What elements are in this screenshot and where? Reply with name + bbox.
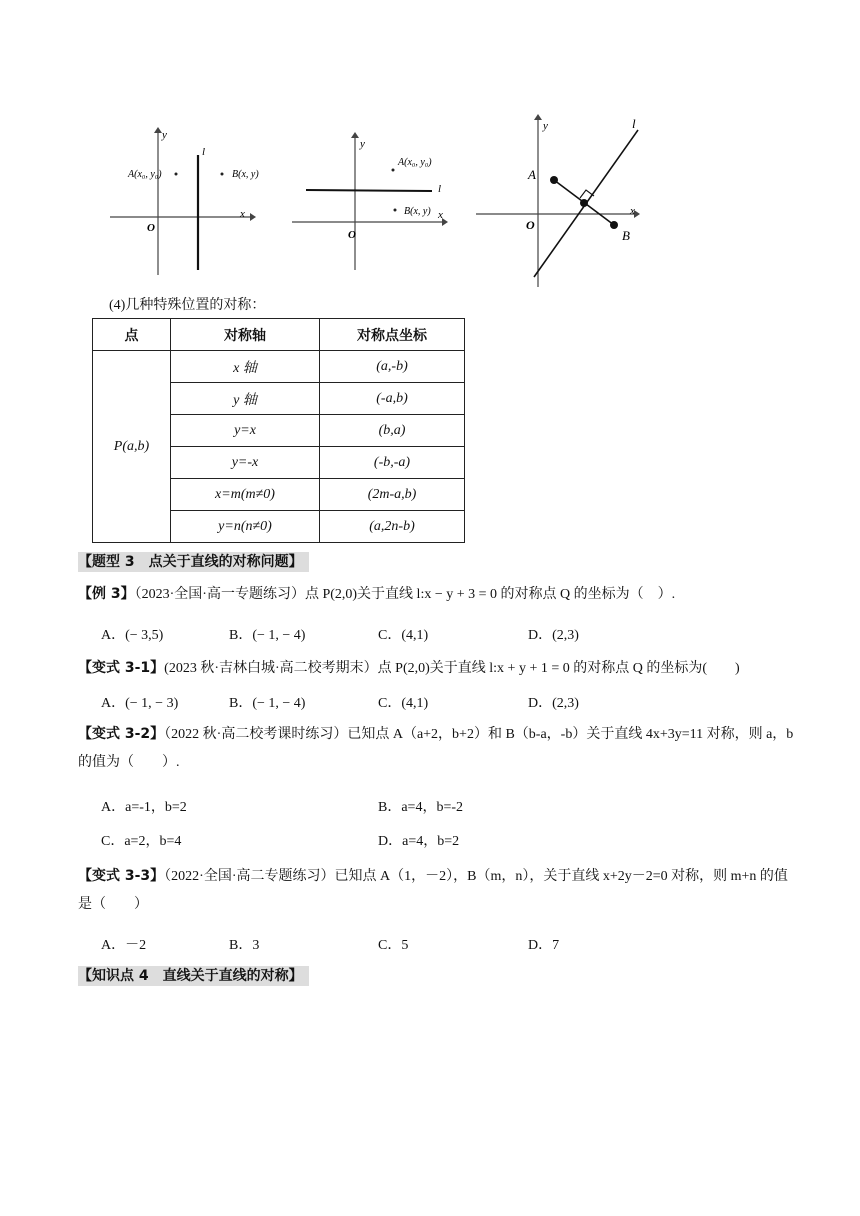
table-axis-cell: y=x [171,415,320,447]
table-axis-cell: y=-x [171,447,320,479]
variant31-option-d: D．(2,3) [528,696,579,711]
fig2-y-label: y [360,138,365,150]
table-coord-cell: (a,2n-b) [320,511,465,543]
variant32-option-c: C．a=2，b=4 [101,834,182,849]
table-point-cell: P(a,b) [93,351,171,543]
fig1-point-a: A(x₀, y₀) [128,169,162,180]
symmetry-table [92,318,465,543]
table-coord-cell: (-a,b) [320,383,465,415]
fig1-y-label: y [162,129,167,141]
variant32-tag: 【变式 3-2】 [78,726,165,742]
knowledge-point4-header: 【知识点 4 直线关于直线的对称】 [78,966,309,986]
fig1-line-label: l [202,146,206,158]
variant32-option-b: B．a=4，b=-2 [378,800,464,815]
fig2-x-label: x [438,209,443,221]
fig2-point-b: B(x, y) [404,206,431,217]
example3-question [78,580,796,609]
variant33-text: （2022·全国·高二专题练习）已知点 A（1，－2），B（m，n），关于直线 x+2y－2=0 对称，则 m+n 的值是（ ） [78,869,788,912]
fig2-origin-label: O [348,229,356,241]
fig1-x-label: x [240,208,245,220]
variant33-tag: 【变式 3-3】 [78,868,165,884]
variant31-option-b: B．(− 1, − 4) [229,696,306,711]
example3-option-d: D．(2,3) [528,628,579,643]
figure-vertical-axis-symmetry [110,125,285,280]
example3-text: （2023·全国·高一专题练习）点 P(2,0)关于直线 l:x − y + 3 = 0 的对称点 Q 的坐标为（ ）. [134,587,676,602]
fig2-line-label: l [438,183,442,195]
variant31-option-a: A．(− 1, − 3) [101,696,179,711]
variant33-option-d: D．7 [528,938,560,953]
table-header-axis: 对称轴 [171,319,320,351]
table-axis-cell: y=n(n≠0) [171,511,320,543]
variant32-text: （2022 秋·高二校考课时练习）已知点 A（a+2，b+2）和 B（b-a，-b）关于直线 4x+3y=11 对称，则 a，b 的值为（ ）. [78,727,794,770]
example3-option-a: A．(− 3,5) [101,628,164,643]
variant31-tag: 【变式 3-1】 [78,660,165,676]
table-coord-cell: (-b,-a) [320,447,465,479]
fig2-point-a: A(x₀, y₀) [398,157,432,168]
variant33-question [78,862,796,919]
table-axis-cell: x=m(m≠0) [171,479,320,511]
table-coord-cell: (2m-a,b) [320,479,465,511]
variant31-text: (2023 秋·吉林白城·高二校考期末）点 P(2,0)关于直线 l:x + y + 1 = 0 的对称点 Q 的坐标为( ) [164,661,740,676]
table-header-point: 点 [93,319,171,351]
fig1-origin-label: O [147,222,155,234]
fig3-origin-label: O [526,218,535,232]
variant33-option-a: A．－2 [101,938,147,953]
figure-horizontal-axis-symmetry [290,130,460,275]
example3-option-c: C．(4,1) [378,628,429,643]
variant31-option-c: C．(4,1) [378,696,429,711]
fig3-point-b: B [622,228,630,243]
table-axis-cell: x 轴 [171,351,320,383]
table-header-coord: 对称点坐标 [320,319,465,351]
variant31-question [78,654,796,683]
table-coord-cell: (b,a) [320,415,465,447]
table-coord-cell: (a,-b) [320,351,465,383]
fig3-y-label: y [543,120,548,132]
fig3-point-a: A [528,167,536,182]
variant32-option-d: D．a=4，b=2 [378,834,460,849]
table-row [93,351,465,383]
variant33-option-b: B．3 [229,938,260,953]
figure-oblique-axis-symmetry [474,112,650,290]
section4-title: (4)几种特殊位置的对称： [109,298,266,313]
table-axis-cell: y 轴 [171,383,320,415]
type3-header: 【题型 3 点关于直线的对称问题】 [78,552,309,572]
variant32-option-a: A．a=-1，b=2 [101,800,187,815]
example3-tag: 【例 3】 [78,586,135,602]
fig1-point-b: B(x, y) [232,169,259,180]
fig3-line-label: l [632,116,636,131]
table-header-row [93,319,465,351]
fig3-x-label: x [630,205,635,217]
variant32-question [78,720,796,777]
variant33-option-c: C．5 [378,938,409,953]
example3-option-b: B．(− 1, − 4) [229,628,306,643]
